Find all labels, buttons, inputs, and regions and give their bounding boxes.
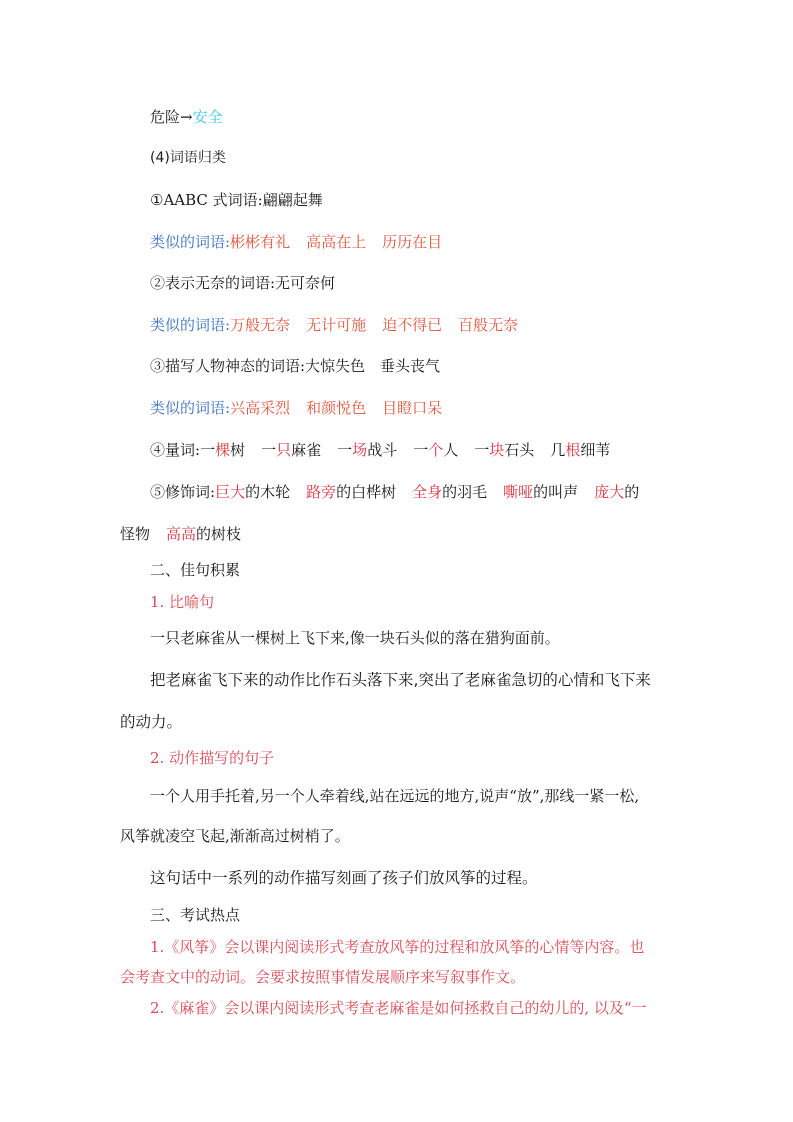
exam-point-2-l1: 2.《麻雀》会以课内阅读形式考查老麻雀是如何拯救自己的幼儿的, 以及“一 xyxy=(150,999,647,1017)
antonym-word: 危险 xyxy=(150,108,181,126)
group1-prompt: ①AABC 式词语:翩翩起舞 xyxy=(150,191,323,209)
modified-noun: 怪物 xyxy=(120,525,151,543)
mw: 块 xyxy=(489,441,505,459)
modified-noun: 的木轮 xyxy=(245,483,291,501)
modified-noun: 的白桦树 xyxy=(336,483,397,501)
measure-label: ④量词: xyxy=(150,441,201,459)
mw: 场 xyxy=(352,441,368,459)
simile-analysis-l2: 的动力。 xyxy=(120,713,183,731)
mw-noun: 树 xyxy=(230,441,246,459)
mw-pre: 一 xyxy=(474,441,490,459)
modifier: 嘶哑 xyxy=(503,483,534,501)
modifiers-line xyxy=(150,482,639,502)
mw-pre: 一 xyxy=(200,441,216,459)
mw-pre: 一 xyxy=(413,441,429,459)
modified-noun: 的树枝 xyxy=(196,525,242,543)
mw-noun: 细苇 xyxy=(580,441,611,459)
modified-noun: 的羽毛 xyxy=(442,483,488,501)
action-sentence-l1: 一个人用手托着,另一个人牵着线,站在远远的地方,说声“放”,那线一紧一松, xyxy=(150,787,640,805)
antonym-line xyxy=(150,107,223,127)
group3-similar xyxy=(150,398,442,418)
arrow-icon: → xyxy=(180,108,193,126)
mw-pre: 几 xyxy=(550,441,566,459)
antonym-answer: 安全 xyxy=(192,108,223,126)
modifier: 全身 xyxy=(412,483,443,501)
similar-word: 万般无奈 xyxy=(230,316,291,334)
similar-word: 目瞪口呆 xyxy=(382,399,443,417)
mw-pre: 一 xyxy=(261,441,277,459)
mw: 个 xyxy=(428,441,444,459)
mw-pre: 一 xyxy=(337,441,353,459)
similar-word: 高高在上 xyxy=(306,233,367,251)
group1-similar xyxy=(150,232,442,252)
section3-title: 三、考试热点 xyxy=(150,906,241,924)
mw-noun: 战斗 xyxy=(367,441,398,459)
similar-word: 彬彬有礼 xyxy=(230,233,291,251)
similar-word: 无计可施 xyxy=(306,316,367,334)
action-sentence-l2: 风筝就凌空飞起,渐渐高过树梢了。 xyxy=(120,827,350,845)
mw: 根 xyxy=(565,441,581,459)
mw: 只 xyxy=(276,441,292,459)
modified-noun: 的叫声 xyxy=(533,483,579,501)
modifier: 高高 xyxy=(166,525,197,543)
group2-prompt: ②表示无奈的词语:无可奈何 xyxy=(150,274,336,292)
mw-noun: 人 xyxy=(443,441,459,459)
action-analysis: 这句话中一系列的动作描写刻画了孩子们放风筝的过程。 xyxy=(150,869,538,887)
mw: 棵 xyxy=(215,441,231,459)
exam-point-1-l2: 会考查文中的动词。会要求按照事情发展顺序来写叙事作文。 xyxy=(120,968,526,986)
group2-similar xyxy=(150,315,518,335)
modifiers-label: ⑤修饰词: xyxy=(150,483,216,501)
mw-noun: 石头 xyxy=(504,441,535,459)
section4-title: (4)词语归类 xyxy=(150,150,226,166)
modified-noun: 的 xyxy=(624,483,640,501)
modifiers-line-2 xyxy=(120,524,241,544)
modifier: 庞大 xyxy=(594,483,625,501)
simile-sentence: 一只老麻雀从一棵树上飞下来,像一块石头似的落在猎狗面前。 xyxy=(150,629,560,647)
mw-noun: 麻雀 xyxy=(291,441,322,459)
similar-word: 迫不得已 xyxy=(382,316,443,334)
similar-word: 兴高采烈 xyxy=(230,399,291,417)
similar-label: 类似的词语: xyxy=(150,399,231,417)
similar-word: 历历在目 xyxy=(382,233,443,251)
simile-analysis-l1: 把老麻雀飞下来的动作比作石头落下来,突出了老麻雀急切的心情和飞下来 xyxy=(150,671,651,689)
modifier: 路旁 xyxy=(306,483,337,501)
similar-label: 类似的词语: xyxy=(150,316,231,334)
section2-title: 二、佳句积累 xyxy=(150,561,241,579)
modifier: 巨大 xyxy=(215,483,246,501)
similar-word: 百般无奈 xyxy=(458,316,519,334)
similar-word: 和颜悦色 xyxy=(306,399,367,417)
similar-label: 类似的词语: xyxy=(150,233,231,251)
exam-point-1-l1: 1.《风筝》会以课内阅读形式考查放风筝的过程和放风筝的心情等内容。也 xyxy=(150,938,645,956)
measure-words-line xyxy=(150,440,610,460)
action-subtitle: 2. 动作描写的句子 xyxy=(150,749,275,767)
group3-prompt: ③描写人物神态的词语:大惊失色 垂头丧气 xyxy=(150,357,441,375)
simile-subtitle: 1. 比喻句 xyxy=(150,593,215,611)
